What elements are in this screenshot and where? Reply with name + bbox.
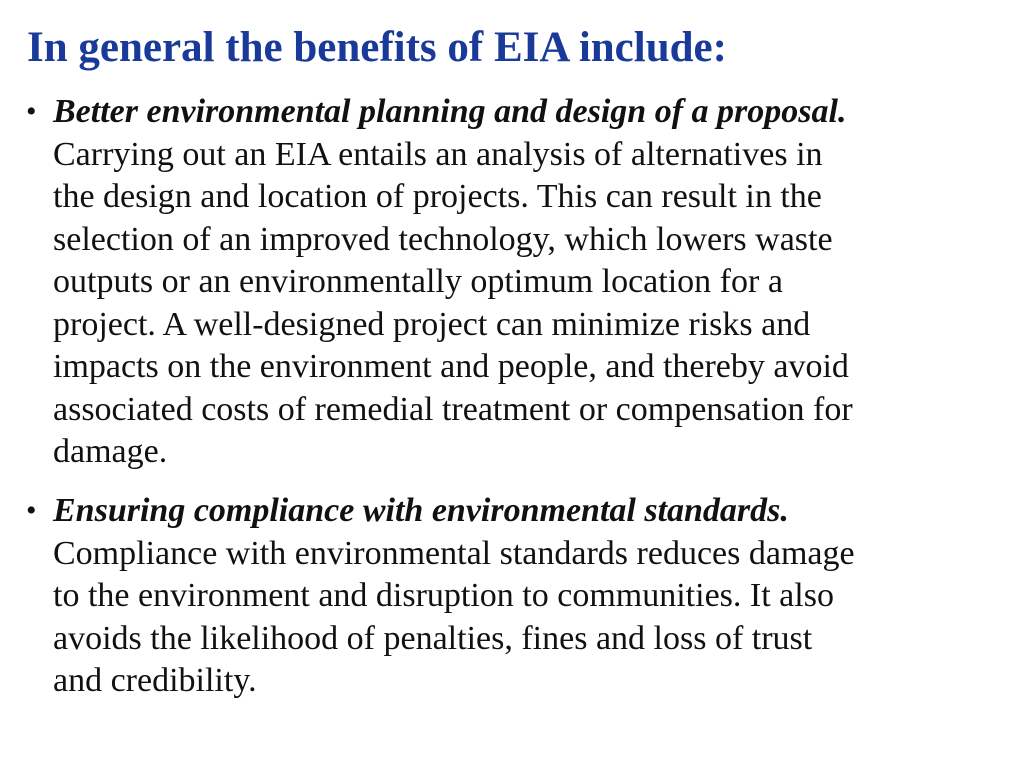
bullet-body-line: damage. bbox=[53, 433, 168, 470]
bullet-body-line: and credibility. bbox=[53, 662, 257, 699]
slide-title: In general the benefits of EIA include: bbox=[27, 24, 727, 71]
bullet-body-line: Carrying out an EIA entails an analysis of alternatives in bbox=[53, 135, 823, 173]
bullet-text bbox=[53, 490, 1006, 703]
bullet-body-line: avoids the likelihood of penalties, fines and loss of trust bbox=[53, 619, 813, 657]
bullet-marker: • bbox=[26, 494, 37, 527]
bullet-marker: • bbox=[26, 95, 37, 128]
bullet-body-line: to the environment and disruption to communities. It also bbox=[53, 577, 834, 614]
bullet-heading: Ensuring compliance with environmental standards. bbox=[53, 492, 789, 529]
bullet-body-line: associated costs of remedial treatment or compensation for bbox=[53, 390, 853, 428]
bullet-body-line: project. A well-designed project can minimize risks and bbox=[53, 305, 811, 343]
bullet-body-line: selection of an improved technology, which lowers waste bbox=[53, 220, 833, 258]
bullet-heading: Better environmental planning and design of a proposal. bbox=[53, 93, 847, 130]
bullet-body-line: Compliance with environmental standards reduces damage bbox=[53, 534, 855, 572]
bullet-body-line: the design and location of projects. This can result in the bbox=[53, 178, 822, 215]
bullet-item bbox=[26, 91, 1006, 474]
bullet-item bbox=[26, 490, 1006, 703]
bullet-text bbox=[53, 91, 1006, 474]
bullet-body-line: impacts on the environment and people, and thereby avoid bbox=[53, 348, 849, 385]
bullet-body-line: outputs or an environmentally optimum location for a bbox=[53, 263, 783, 300]
